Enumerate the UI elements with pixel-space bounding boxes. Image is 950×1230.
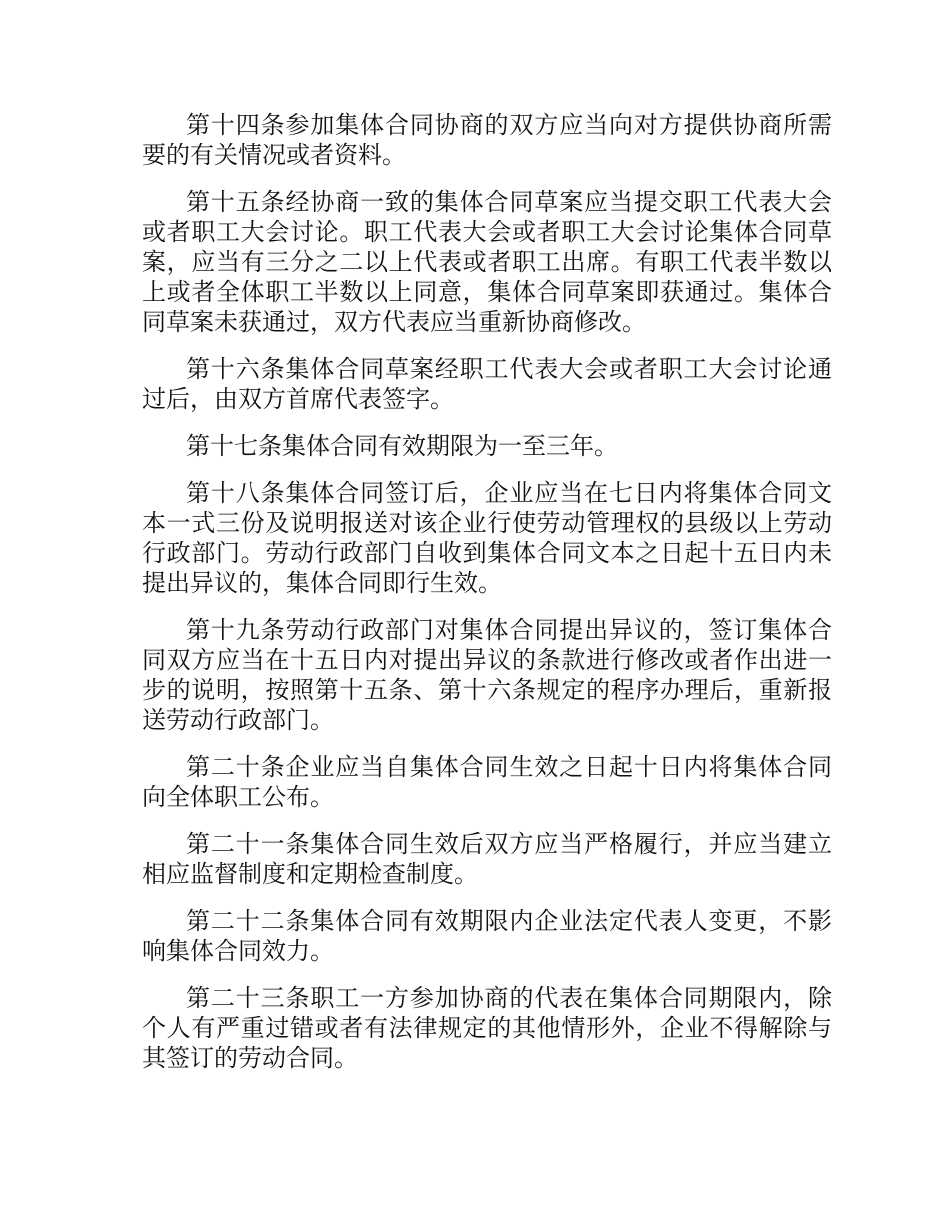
article-19-paragraph: 第十九条劳动行政部门对集体合同提出异议的，签订集体合同双方应当在十五日内对提出异议的条款进行修改或者作出进一步的说明，按照第十五条、第十六条规定的程序办理后，重新报送劳动行政部门。 (142, 616, 832, 734)
article-20-paragraph: 第二十条企业应当自集体合同生效之日起十日内将集体合同向全体职工公布。 (142, 753, 832, 811)
article-15-paragraph: 第十五条经协商一致的集体合同草案应当提交职工代表大会或者职工大会讨论。职工代表大会或者职工大会讨论集体合同草案，应当有三分之二以上代表或者职工出席。有职工代表半数以上或者全体职工半数以上同意，集体合同草案即获通过。集体合同草案未获通过，双方代表应当重新协商修改。 (142, 188, 832, 336)
article-21-paragraph: 第二十一条集体合同生效后双方应当严格履行，并应当建立相应监督制度和定期检查制度。 (142, 830, 832, 888)
document-body (142, 110, 832, 1090)
article-14-paragraph: 第十四条参加集体合同协商的双方应当向对方提供协商所需要的有关情况或者资料。 (142, 111, 832, 169)
article-18-paragraph: 第十八条集体合同签订后，企业应当在七日内将集体合同文本一式三份及说明报送对该企业行使劳动管理权的县级以上劳动行政部门。劳动行政部门自收到集体合同文本之日起十五日内未提出异议的，集体合同即行生效。 (142, 479, 832, 597)
article-23-paragraph: 第二十三条职工一方参加协商的代表在集体合同期限内，除个人有严重过错或者有法律规定的其他情形外，企业不得解除与其签订的劳动合同。 (142, 984, 832, 1072)
article-22-paragraph: 第二十二条集体合同有效期限内企业法定代表人变更，不影响集体合同效力。 (142, 907, 832, 965)
article-16-paragraph: 第十六条集体合同草案经职工代表大会或者职工大会讨论通过后，由双方首席代表签字。 (142, 355, 832, 413)
article-17-paragraph: 第十七条集体合同有效期限为一至三年。 (186, 432, 618, 460)
